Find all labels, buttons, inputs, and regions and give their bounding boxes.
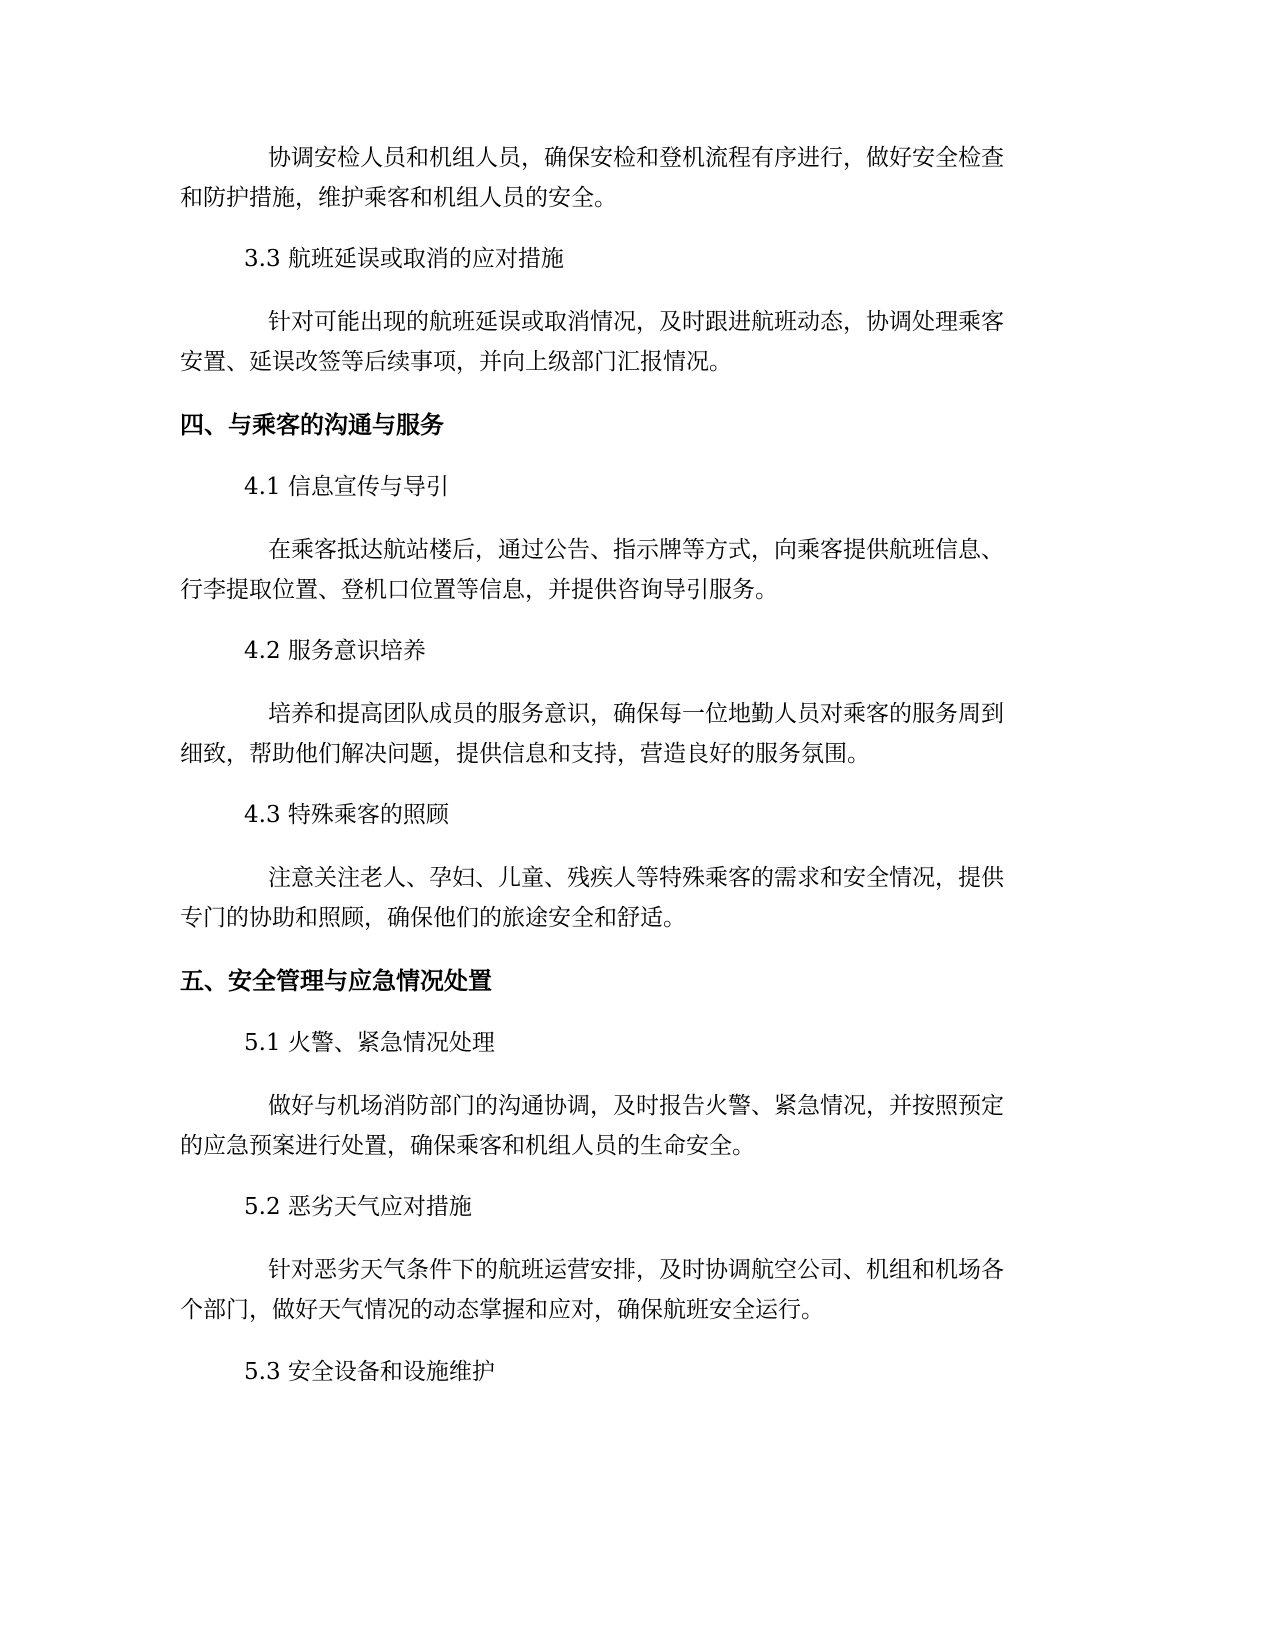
paragraph-line: 专门的协助和照顾，确保他们的旅途安全和舒适。 bbox=[180, 905, 686, 931]
subheading: 4.1 信息宣传与导引 bbox=[244, 474, 449, 500]
subheading: 4.3 特殊乘客的照顾 bbox=[244, 802, 449, 828]
subheading: 5.2 恶劣天气应对措施 bbox=[244, 1194, 472, 1220]
paragraph-line: 个部门，做好天气情况的动态掌握和应对，确保航班安全运行。 bbox=[180, 1297, 824, 1323]
section-heading: 四、与乘客的沟通与服务 bbox=[180, 411, 444, 439]
paragraph-line: 针对恶劣天气条件下的航班运营安排，及时协调航空公司、机组和机场各 bbox=[268, 1257, 1004, 1283]
paragraph-line: 协调安检人员和机组人员，确保安检和登机流程有序进行，做好安全检查 bbox=[268, 145, 1004, 171]
paragraph-line: 培养和提高团队成员的服务意识，确保每一位地勤人员对乘客的服务周到 bbox=[268, 701, 1004, 727]
paragraph-line: 行李提取位置、登机口位置等信息，并提供咨询导引服务。 bbox=[180, 577, 778, 603]
subheading: 5.3 安全设备和设施维护 bbox=[244, 1359, 495, 1385]
paragraph-line: 针对可能出现的航班延误或取消情况，及时跟进航班动态，协调处理乘客 bbox=[268, 309, 1004, 335]
paragraph-line: 安置、延误改签等后续事项，并向上级部门汇报情况。 bbox=[180, 349, 732, 375]
subheading: 5.1 火警、紧急情况处理 bbox=[244, 1030, 495, 1056]
paragraph-line: 做好与机场消防部门的沟通协调，及时报告火警、紧急情况，并按照预定 bbox=[268, 1093, 1004, 1119]
subheading: 4.2 服务意识培养 bbox=[244, 638, 426, 664]
paragraph-line: 和防护措施，维护乘客和机组人员的安全。 bbox=[180, 185, 617, 211]
paragraph-line: 在乘客抵达航站楼后，通过公告、指示牌等方式，向乘客提供航班信息、 bbox=[268, 537, 1004, 563]
paragraph-line: 注意关注老人、孕妇、儿童、残疾人等特殊乘客的需求和安全情况，提供 bbox=[268, 865, 1004, 891]
paragraph-line: 的应急预案进行处置，确保乘客和机组人员的生命安全。 bbox=[180, 1133, 755, 1159]
paragraph-line: 细致，帮助他们解决问题，提供信息和支持，营造良好的服务氛围。 bbox=[180, 741, 870, 767]
section-heading: 五、安全管理与应急情况处置 bbox=[180, 967, 492, 995]
subheading: 3.3 航班延误或取消的应对措施 bbox=[244, 246, 564, 272]
